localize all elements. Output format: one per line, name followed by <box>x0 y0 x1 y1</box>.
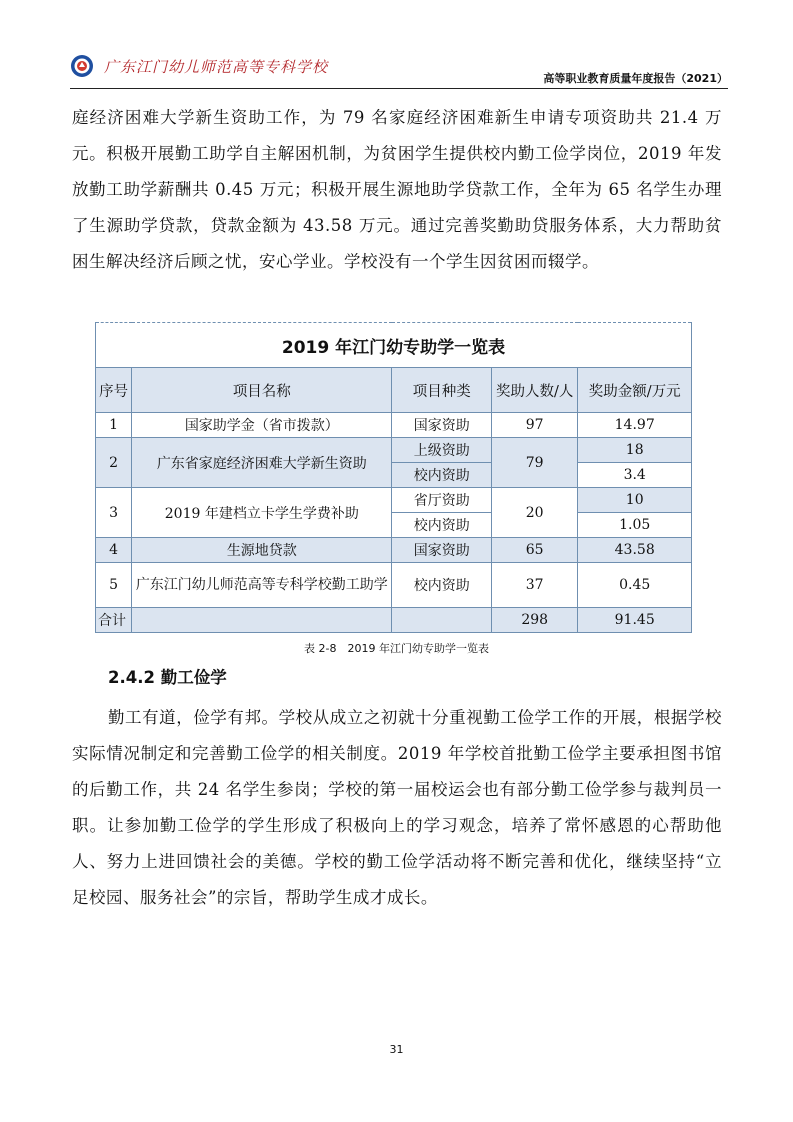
cell-count: 20 <box>491 488 577 538</box>
col-header-amount: 奖助金额/万元 <box>578 368 692 413</box>
cell-name: 生源地贷款 <box>132 538 392 563</box>
cell-empty <box>392 608 492 633</box>
table-row <box>96 563 692 608</box>
table-row <box>96 438 692 463</box>
table-row <box>96 538 692 563</box>
cell-kind: 校内资助 <box>392 513 492 538</box>
col-header-kind: 项目种类 <box>392 368 492 413</box>
cell-no: 1 <box>96 413 132 438</box>
table-row <box>96 488 692 513</box>
total-amount: 91.45 <box>578 608 692 633</box>
cell-kind: 国家资助 <box>392 413 492 438</box>
cell-amount: 14.97 <box>578 413 692 438</box>
cell-amount: 18 <box>578 438 692 463</box>
table-header-row <box>96 368 692 413</box>
cell-no: 2 <box>96 438 132 488</box>
aid-table <box>95 322 692 633</box>
col-header-name: 项目名称 <box>132 368 392 413</box>
cell-name: 国家助学金（省市拨款） <box>132 413 392 438</box>
cell-amount: 0.45 <box>578 563 692 608</box>
cell-no: 3 <box>96 488 132 538</box>
cell-amount: 43.58 <box>578 538 692 563</box>
cell-name: 广东省家庭经济困难大学新生资助 <box>132 438 392 488</box>
cell-amount: 3.4 <box>578 463 692 488</box>
paragraph-work-study: 勤工有道，俭学有邦。学校从成立之初就十分重视勤工俭学工作的开展，根据学校实际情况制定和完善勤工俭学的相关制度。2019 年学校首批勤工俭学主要承担图书馆的后勤工作，共 24 名学生参岗；学校的第一届校运会也有部分勤工俭学参与裁判员一职。让参加勤工俭学的学生形成了积极向上的学习观念，培养了常怀感恩的心帮助他人、努力上进回馈社会的美德。学校的勤工俭学活动将不断完善和优化，继续坚持“立足校园、服务社会”的宗旨，帮助学生成才成长。 <box>72 708 722 907</box>
cell-count: 79 <box>491 438 577 488</box>
cell-count: 37 <box>491 563 577 608</box>
cell-no: 4 <box>96 538 132 563</box>
paragraph-financial-aid: 庭经济困难大学新生资助工作，为 79 名家庭经济困难新生申请专项资助共 21.4 万元。积极开展勤工助学自主解困机制，为贫困学生提供校内勤工俭学岗位，2019 年发放勤工助学薪酬共 0.45 万元；积极开展生源地助学贷款工作，全年为 65 名学生办理了生源助学贷款，贷款金额为 43.58 万元。通过完善奖勤助贷服务体系，大力帮助贫困生解决经济后顾之忧，安心学业。学校没有一个学生因贫困而辍学。 <box>72 108 722 271</box>
cell-kind: 上级资助 <box>392 438 492 463</box>
cell-kind: 校内资助 <box>392 463 492 488</box>
col-header-count: 奖助人数/人 <box>491 368 577 413</box>
aid-table-container <box>95 322 692 633</box>
page-header <box>70 48 728 88</box>
total-label: 合计 <box>96 608 132 633</box>
cell-amount: 1.05 <box>578 513 692 538</box>
table-title: 2019 年江门幼专助学一览表 <box>96 323 692 368</box>
header-divider <box>70 88 728 89</box>
cell-count: 65 <box>491 538 577 563</box>
table-total-row <box>96 608 692 633</box>
cell-name: 2019 年建档立卡学生学费补助 <box>132 488 392 538</box>
cell-count: 97 <box>491 413 577 438</box>
cell-no: 5 <box>96 563 132 608</box>
cell-name: 广东江门幼儿师范高等专科学校勤工助学 <box>132 563 392 608</box>
cell-kind: 省厅资助 <box>392 488 492 513</box>
table-caption: 表 2-8 2019 年江门幼专助学一览表 <box>304 642 489 655</box>
school-logo-text: 广东江门幼儿师范高等专科学校 <box>104 58 329 76</box>
cell-empty <box>132 608 392 633</box>
page-number: 31 <box>389 1043 404 1056</box>
cell-kind: 国家资助 <box>392 538 492 563</box>
cell-kind: 校内资助 <box>392 563 492 608</box>
school-emblem-icon <box>70 54 94 78</box>
total-count: 298 <box>491 608 577 633</box>
cell-amount: 10 <box>578 488 692 513</box>
section-heading: 2.4.2 勤工俭学 <box>108 668 227 687</box>
table-row <box>96 413 692 438</box>
report-title: 高等职业教育质量年度报告（2021） <box>543 72 728 85</box>
col-header-no: 序号 <box>96 368 132 413</box>
